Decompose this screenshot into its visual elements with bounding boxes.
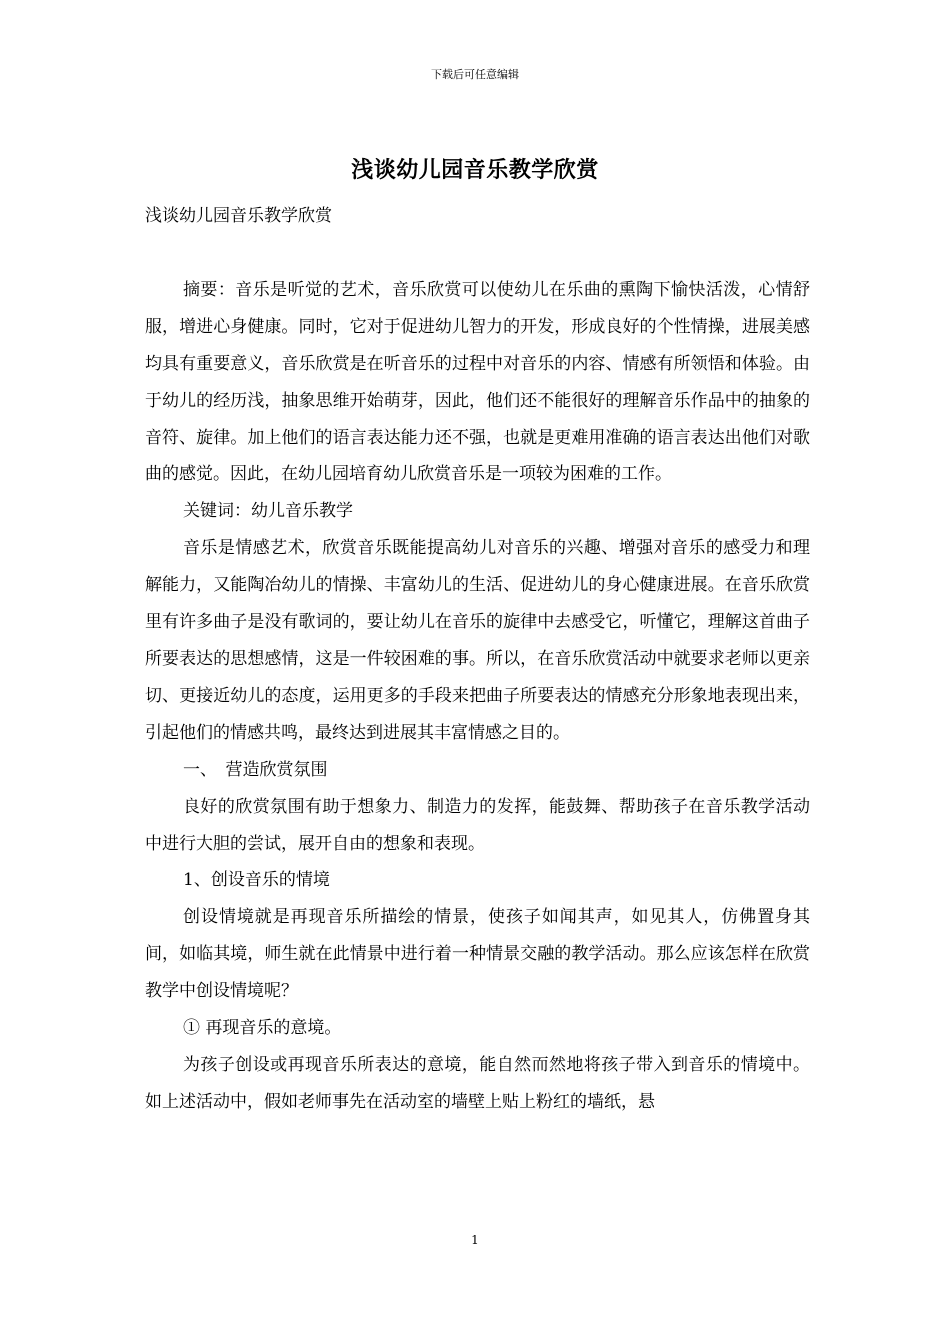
page-number: 1 <box>471 1233 479 1247</box>
abstract-paragraph: 摘要：音乐是听觉的艺术，音乐欣赏可以使幼儿在乐曲的熏陶下愉快活泼，心情舒服，增进心身健康。同时，它对于促进幼儿智力的开发，形成良好的个性情操，进展美感均具有重要意义，音乐欣赏是在听音乐的过程中对音乐的内容、情感有所领悟和体验。由于幼儿的经历浅，抽象思维开始萌芽，因此，他们还不能很好的理解音乐作品中的抽象的音符、旋律。加上他们的语言表达能力还不强，也就是更难用准确的语言表达出他们对歌曲的感觉。因此，在幼儿园培育幼儿欣赏音乐是一项较为困难的工作。 <box>145 279 810 485</box>
intro-paragraph: 音乐是情感艺术，欣赏音乐既能提高幼儿对音乐的兴趣、增强对音乐的感受力和理解能力，又能陶冶幼儿的情操、丰富幼儿的生活、促进幼儿的身心健康进展。在音乐欣赏里有许多曲子是没有歌词的，要让幼儿在音乐的旋律中去感受它，听懂它，理解这首曲子所要表达的思想感情，这是一件较困难的事。所以，在音乐欣赏活动中就要求老师以更亲切、更接近幼儿的态度，运用更多的手段来把曲子所要表达的情感充分形象地表现出来，引起他们的情感共鸣，最终达到进展其丰富情感之目的。 <box>145 538 810 743</box>
section-heading: 一、 营造欣赏氛围 <box>183 759 328 780</box>
subtitle-line: 浅谈幼儿园音乐教学欣赏 <box>145 206 332 226</box>
subsection-paragraph: 创设情境就是再现音乐所描绘的情景，使孩子如闻其声，如见其人，仿佛置身其间，如临其境，师生就在此情景中进行着一种情景交融的教学活动。那么应该怎样在欣赏教学中创设情境呢？ <box>145 907 810 1002</box>
header-note: 下载后可任意编辑 <box>431 68 519 81</box>
section-paragraph: 良好的欣赏氛围有助于想象力、制造力的发挥，能鼓舞、帮助孩子在音乐教学活动中进行大胆的尝试，展开自由的想象和表现。 <box>145 796 810 854</box>
item-paragraph: 为孩子创设或再现音乐所表达的意境，能自然而然地将孩子带入到音乐的情境中。如上述活动中，假如老师事先在活动室的墙壁上贴上粉红的墙纸，悬 <box>145 1054 810 1112</box>
document-title: 浅谈幼儿园音乐教学欣赏 <box>351 157 599 183</box>
keywords-line: 关键词：幼儿音乐教学 <box>183 501 353 522</box>
document-body <box>145 198 810 1121</box>
item-heading: ① 再现音乐的意境。 <box>183 1018 342 1039</box>
subsection-heading: 1、创设音乐的情境 <box>183 870 330 891</box>
